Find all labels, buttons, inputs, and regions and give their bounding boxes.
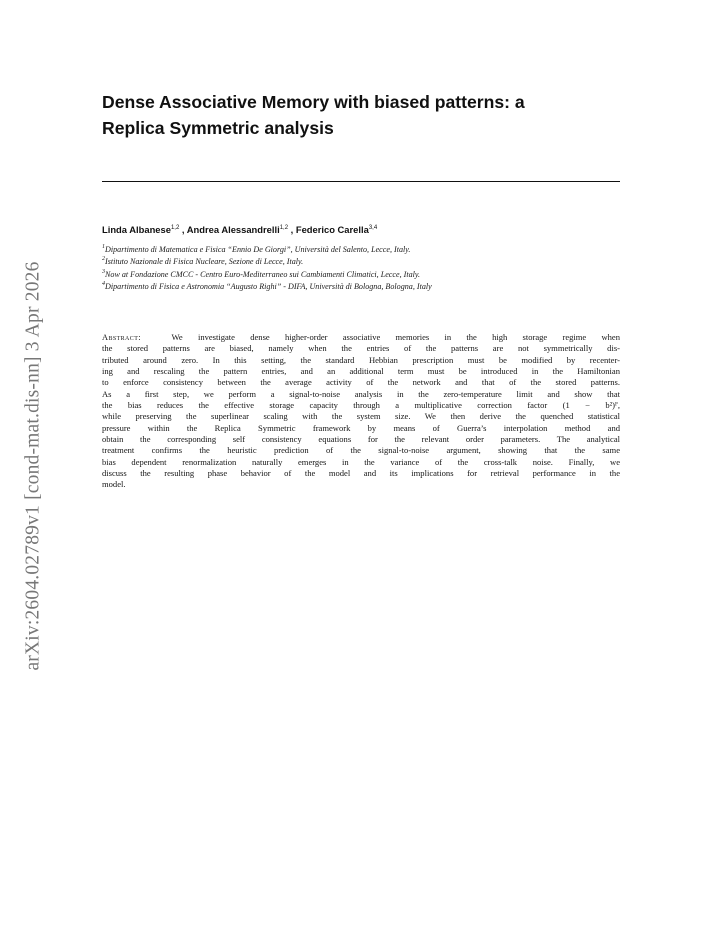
affiliation-item (102, 281, 622, 293)
paper-title (102, 89, 622, 141)
affiliation-item (102, 269, 622, 281)
affiliation-text: Dipartimento di Matematica e Fisica “Ennio De Giorgi”, Università del Salento, Lecce, Italy. (105, 245, 411, 254)
abstract-line: the bias reduces the effective storage capacity through a multiplicative correction factor (1 − b²)ᴾ, (102, 400, 620, 411)
abstract-line-text: We investigate dense higher-order associative memories in the high storage regime when (171, 332, 620, 342)
affiliation-number: 4 (102, 280, 105, 287)
author-affiliation-mark: 1,2 (279, 225, 289, 231)
abstract-line: ing and rescaling the pattern entries, and an additional term must be introduced in the Hamiltonian (102, 366, 620, 377)
affiliation-number: 1 (102, 244, 105, 250)
arxiv-identifier-stamp (17, 216, 51, 716)
author-separator: , (288, 224, 296, 235)
author-name: Andrea Alessandrelli (186, 224, 280, 235)
author-name: Federico Carella (295, 224, 369, 235)
abstract-line: treatment confirms the heuristic prediction of the signal-to-noise argument, showing that the same (102, 445, 620, 456)
abstract-line: while preserving the superlinear scaling with the system size. We then derive the quenched statistical (102, 411, 620, 422)
abstract-line: tributed around zero. In this setting, the standard Hebbian prescription must be modified by recenter- (102, 354, 620, 365)
title-line: Dense Associative Memory with biased patterns: a (102, 92, 525, 112)
abstract-line: bias dependent renormalization naturally emerges in the variance of the cross-talk noise. Finally, we (102, 456, 620, 467)
abstract-block (102, 332, 620, 491)
author-separator: , (179, 224, 187, 235)
affiliation-list (102, 244, 622, 293)
abstract-line: obtain the corresponding self consistency equations for the relevant order parameters. The analytical (102, 434, 620, 445)
abstract-line (102, 332, 620, 343)
abstract-line: pressure within the Replica Symmetric framework by means of Guerra’s interpolation method and (102, 422, 620, 433)
affiliation-text: Istituto Nazionale di Fisica Nucleare, Sezione di Lecce, Italy. (105, 257, 304, 267)
affiliation-text: Dipartimento di Fisica e Astronomia “Augusto Righi” - DIFA, Università di Bologna, Bologna, Italy (105, 281, 432, 291)
abstract-line: to enforce consistency between the average activity of the network and that of the stored patterns. (102, 377, 620, 388)
abstract-line: the stored patterns are biased, namely when the entries of the patterns are not symmetrically dis- (102, 343, 620, 354)
author-affiliation-mark: 1,2 (170, 225, 180, 231)
affiliation-number: 3 (102, 268, 105, 275)
author-affiliation-mark: 3,4 (368, 225, 378, 231)
abstract-line: model. (102, 479, 126, 490)
abstract-line: discuss the resulting phase behavior of the model and its implications for retrieval performance in the (102, 468, 620, 479)
affiliation-number: 2 (102, 256, 105, 263)
affiliation-text: Now at Fondazione CMCC - Centro Euro-Mediterraneo sui Cambiamenti Climatici, Lecce, Italy. (105, 269, 421, 279)
affiliation-item (102, 256, 622, 268)
author-name: Linda Albanese (102, 224, 171, 235)
author-list (102, 224, 622, 235)
arxiv-identifier-text: arXiv:2604.02789v1 [cond-mat.dis-nn] 3 Apr 2026 (23, 261, 44, 671)
title-line: Replica Symmetric analysis (102, 118, 334, 138)
title-divider (102, 181, 620, 182)
affiliation-item (102, 244, 622, 256)
abstract-label: Abstract: (102, 333, 141, 342)
abstract-line: As a first step, we perform a signal-to-noise analysis in the zero-temperature limit and show that (102, 388, 620, 399)
